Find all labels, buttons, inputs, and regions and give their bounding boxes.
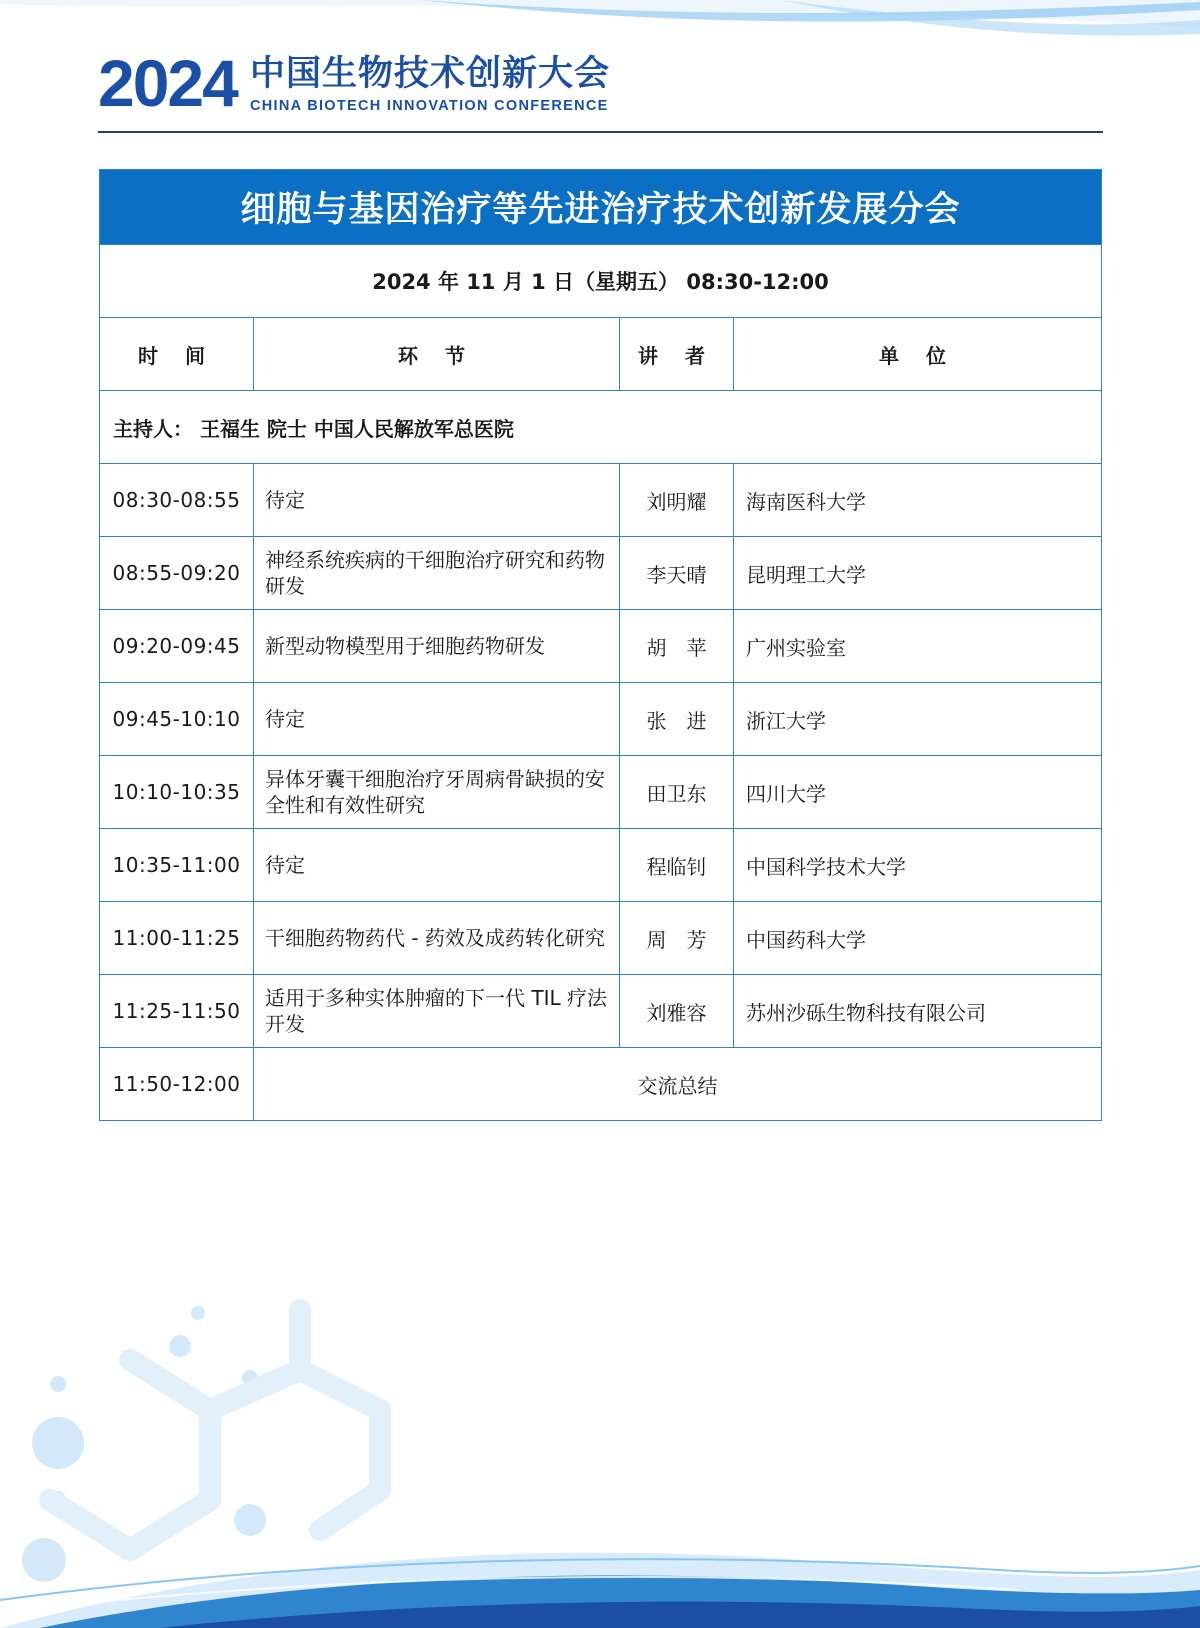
- session-schedule-table: [99, 169, 1102, 1121]
- table-row: [100, 610, 1102, 683]
- host-row: [100, 391, 1102, 464]
- row-speaker: 胡 苹: [620, 610, 734, 683]
- summary-row: [100, 1048, 1102, 1121]
- table-row: [100, 537, 1102, 610]
- session-title: 细胞与基因治疗等先进治疗技术创新发展分会: [100, 170, 1102, 245]
- row-time: 09:45-10:10: [100, 683, 254, 756]
- row-speaker: 田卫东: [620, 756, 734, 829]
- row-topic: 待定: [254, 829, 620, 902]
- session-title-row: [100, 170, 1102, 245]
- session-host: 主持人： 王福生 院士 中国人民解放军总医院: [100, 391, 1102, 464]
- table-row: [100, 829, 1102, 902]
- row-speaker: 李天晴: [620, 537, 734, 610]
- row-time: 08:30-08:55: [100, 464, 254, 537]
- conference-header: [98, 46, 1103, 134]
- table-row: [100, 902, 1102, 975]
- row-topic: 待定: [254, 683, 620, 756]
- row-topic: 异体牙囊干细胞治疗牙周病骨缺损的安全性和有效性研究: [254, 756, 620, 829]
- table-row: [100, 975, 1102, 1048]
- row-topic: 新型动物模型用于细胞药物研发: [254, 610, 620, 683]
- column-header-speaker: 讲 者: [620, 318, 734, 391]
- table-row: [100, 756, 1102, 829]
- row-time: 09:20-09:45: [100, 610, 254, 683]
- summary-label: 交流总结: [254, 1048, 1102, 1121]
- row-org: 中国科学技术大学: [734, 829, 1102, 902]
- summary-time: 11:50-12:00: [100, 1048, 254, 1121]
- column-header-topic: 环 节: [254, 318, 620, 391]
- row-topic: 适用于多种实体肿瘤的下一代 TIL 疗法开发: [254, 975, 620, 1048]
- row-speaker: 刘明耀: [620, 464, 734, 537]
- row-time: 10:10-10:35: [100, 756, 254, 829]
- header-divider: [98, 131, 1103, 133]
- row-time: 11:00-11:25: [100, 902, 254, 975]
- row-time: 08:55-09:20: [100, 537, 254, 610]
- column-header-org: 单 位: [734, 318, 1102, 391]
- column-header-time: 时 间: [100, 318, 254, 391]
- row-org: 昆明理工大学: [734, 537, 1102, 610]
- logo-year: 2024: [98, 46, 237, 120]
- row-speaker: 程临钊: [620, 829, 734, 902]
- table-row: [100, 683, 1102, 756]
- row-org: 四川大学: [734, 756, 1102, 829]
- row-org: 广州实验室: [734, 610, 1102, 683]
- row-org: 浙江大学: [734, 683, 1102, 756]
- row-topic: 待定: [254, 464, 620, 537]
- row-org: 海南医科大学: [734, 464, 1102, 537]
- row-time: 10:35-11:00: [100, 829, 254, 902]
- row-org: 中国药科大学: [734, 902, 1102, 975]
- row-speaker: 张 进: [620, 683, 734, 756]
- column-header-row: [100, 318, 1102, 391]
- row-topic: 神经系统疾病的干细胞治疗研究和药物研发: [254, 537, 620, 610]
- table-row: [100, 464, 1102, 537]
- row-topic: 干细胞药物药代 - 药效及成药转化研究: [254, 902, 620, 975]
- logo-name-en: CHINA BIOTECH INNOVATION CONFERENCE: [250, 98, 609, 114]
- row-speaker: 刘雅容: [620, 975, 734, 1048]
- session-date-row: [100, 245, 1102, 318]
- session-date: 2024 年 11 月 1 日（星期五） 08:30-12:00: [100, 245, 1102, 318]
- logo-name-cn: 中国生物技术创新大会: [250, 54, 611, 94]
- row-org: 苏州沙砾生物科技有限公司: [734, 975, 1102, 1048]
- row-time: 11:25-11:50: [100, 975, 254, 1048]
- row-speaker: 周 芳: [620, 902, 734, 975]
